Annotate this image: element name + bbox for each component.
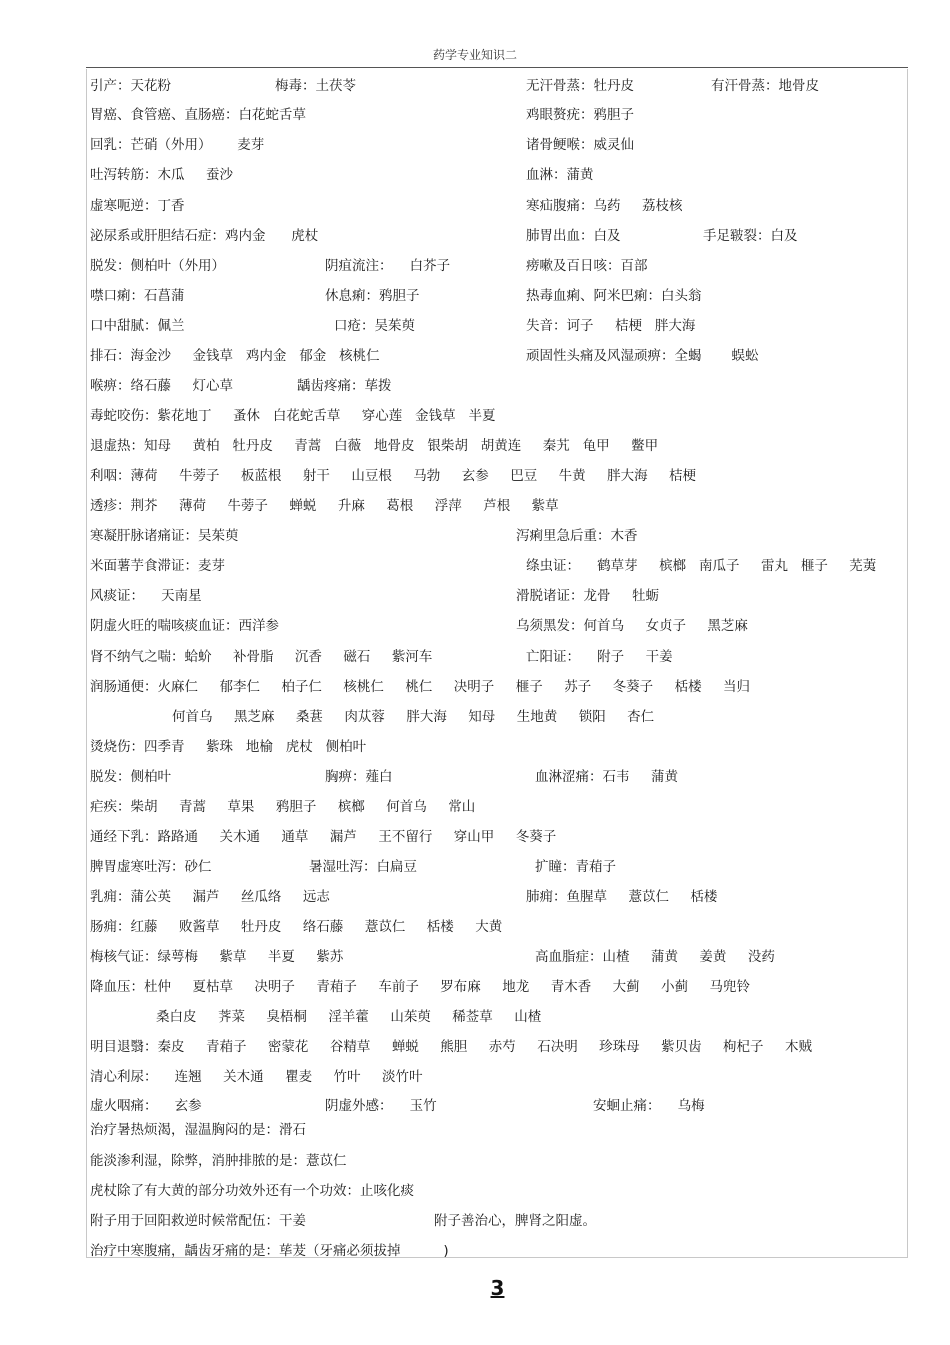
text-line: [0, 1241, 950, 1261]
text-segment: 附子善治心，脾肾之阳虚。: [434, 1213, 596, 1229]
text-segment: 肺痈：鱼腥草 薏苡仁 栝楼: [526, 889, 718, 905]
text-segment: 阴疽流注： 白芥子: [325, 258, 451, 274]
text-line: [0, 1037, 950, 1057]
text-line: [0, 1007, 950, 1027]
text-segment: 休息痢：鸦胆子: [325, 288, 420, 304]
text-line: [0, 105, 950, 125]
page-header: 药学专业知识二: [432, 48, 517, 62]
text-segment: 降血压：杜仲 夏枯草 决明子 青葙子 车前子 罗布麻 地龙 青木香 大蓟 小蓟 马兜铃: [90, 979, 751, 995]
text-line: [0, 767, 950, 787]
text-segment: 米面薯芋食滞证：麦芽: [90, 558, 225, 574]
text-segment: 治疗暑热烦渴，湿温胸闷的是：滑石: [90, 1122, 306, 1138]
text-segment: 安蛔止痛： 乌梅: [593, 1098, 705, 1114]
text-line: [0, 1096, 950, 1116]
text-segment: 退虚热：知母 黄柏 牡丹皮 青蒿 白薇 地骨皮 银柴胡 胡黄连 秦艽 龟甲 鳖甲: [90, 438, 659, 454]
text-segment: 噤口痢：石菖蒲: [90, 288, 185, 304]
text-line: [0, 256, 950, 276]
text-segment: 口中甜腻：佩兰: [90, 318, 185, 334]
text-segment: 喉痹：络石藤 灯心草: [90, 378, 233, 394]
text-line: [0, 526, 950, 546]
text-segment: 失音：诃子 桔梗 胖大海: [526, 318, 696, 334]
text-line: [0, 707, 950, 727]
text-line: [0, 496, 950, 516]
text-line: [0, 1067, 950, 1087]
text-line: [0, 616, 950, 636]
text-segment: 暑湿吐泻：白扁豆: [309, 859, 417, 875]
text-line: [0, 1120, 950, 1140]
text-line: [0, 1181, 950, 1201]
text-segment: 口疮：吴茱萸: [334, 318, 415, 334]
text-segment: 寒凝肝脉诸痛证：吴茱萸: [90, 528, 239, 544]
text-segment: 脱发：侧柏叶: [90, 769, 171, 785]
text-line: [0, 165, 950, 185]
text-line: [0, 135, 950, 155]
text-line: [0, 797, 950, 817]
text-segment: 扩瞳：青葙子: [535, 859, 616, 875]
text-segment: 附子用于回阳救逆时候常配伍：干姜: [90, 1213, 306, 1229]
text-line: [0, 196, 950, 216]
text-segment: 何首乌 黑芝麻 桑葚 肉苁蓉 胖大海 知母 生地黄 锁阳 杏仁: [172, 709, 655, 725]
text-segment: 回乳：芒硝（外用） 麦芽: [90, 137, 265, 153]
text-line: [0, 76, 950, 96]
text-segment: 有汗骨蒸：地骨皮: [711, 78, 819, 94]
text-segment: 风痰证： 天南星: [90, 588, 202, 604]
text-segment: 通经下乳：路路通 关木通 通草 漏芦 王不留行 穿山甲 冬葵子: [90, 829, 557, 845]
text-line: [0, 917, 950, 937]
text-segment: 疟疾：柴胡 青蒿 草果 鸦胆子 槟榔 何首乌 常山: [90, 799, 476, 815]
text-segment: 虚寒呃逆：丁香: [90, 198, 185, 214]
text-line: [0, 887, 950, 907]
text-segment: 泻痢里急后重：木香: [516, 528, 638, 544]
text-segment: 血淋涩痛：石韦 蒲黄: [535, 769, 678, 785]
text-segment: 肾不纳气之喘：蛤蚧 补骨脂 沉香 磁石 紫河车: [90, 649, 433, 665]
text-line: [0, 346, 950, 366]
text-segment: 治疗中寒腹痛，龋齿牙痛的是：荜茇（牙痛必须拔掉 ): [90, 1243, 449, 1259]
text-segment: 梅核气证：绿萼梅 紫草 半夏 紫苏: [90, 949, 344, 965]
page-number: 3: [490, 1276, 505, 1300]
text-line: [0, 737, 950, 757]
text-segment: 虎杖除了有大黄的部分功效外还有一个功效：止咳化痰: [90, 1183, 414, 1199]
text-line: [0, 286, 950, 306]
text-segment: 泌尿系或肝胆结石症：鸡内金 虎杖: [90, 228, 319, 244]
text-segment: 血淋：蒲黄: [526, 167, 594, 183]
text-line: [0, 827, 950, 847]
text-segment: 滑脱诸证：龙骨 牡蛎: [516, 588, 659, 604]
text-line: [0, 376, 950, 396]
text-segment: 顽固性头痛及风湿顽痹：全蝎 蜈蚣: [526, 348, 759, 364]
text-segment: 润肠通便：火麻仁 郁李仁 柏子仁 核桃仁 桃仁 决明子 榧子 苏子 冬葵子 栝楼 当归: [90, 679, 751, 695]
text-segment: 明目退翳：秦皮 青葙子 密蒙花 谷精草 蝉蜕 熊胆 赤芍 石决明 珍珠母 紫贝齿 枸杞子 木贼: [90, 1039, 813, 1055]
text-segment: 吐泻转筋：木瓜 蚕沙: [90, 167, 233, 183]
text-line: [0, 436, 950, 456]
text-segment: 引产：天花粉: [90, 78, 171, 94]
text-segment: 痨嗽及百日咳：百部: [526, 258, 648, 274]
text-segment: 乳痈：蒲公英 漏芦 丝瓜络 远志: [90, 889, 330, 905]
header-rule: [86, 67, 908, 68]
text-segment: 高血脂症：山楂 蒲黄 姜黄 没药: [535, 949, 775, 965]
text-segment: 肺胃出血：白及: [526, 228, 621, 244]
text-segment: 热毒血痢、阿米巴痢：白头翁: [526, 288, 702, 304]
text-segment: 利咽：薄荷 牛蒡子 板蓝根 射干 山豆根 马勃 玄参 巴豆 牛黄 胖大海 桔梗: [90, 468, 697, 484]
text-segment: 鸡眼赘疣：鸦胆子: [526, 107, 634, 123]
text-segment: 阴虚火旺的喘咳痰血证：西洋参: [90, 618, 279, 634]
text-segment: 乌须黑发：何首乌 女贞子 黑芝麻: [516, 618, 748, 634]
text-line: [0, 647, 950, 667]
text-line: [0, 406, 950, 426]
text-line: [0, 677, 950, 697]
text-segment: 肠痈：红藤 败酱草 牡丹皮 络石藤 薏苡仁 栝楼 大黄: [90, 919, 503, 935]
text-segment: 虚火咽痛： 玄参: [90, 1098, 202, 1114]
text-line: [0, 226, 950, 246]
text-segment: 无汗骨蒸：牡丹皮: [526, 78, 634, 94]
text-segment: 脾胃虚寒吐泻：砂仁: [90, 859, 212, 875]
text-segment: 龋齿疼痛：荜拨: [297, 378, 392, 394]
text-segment: 胃癌、食管癌、直肠癌：白花蛇舌草: [90, 107, 306, 123]
text-segment: 亡阳证： 附子 干姜: [526, 649, 673, 665]
text-line: [0, 586, 950, 606]
text-segment: 手足皲裂：白及: [703, 228, 798, 244]
text-segment: 桑白皮 荠菜 臭梧桐 淫羊藿 山茱萸 稀莶草 山楂: [156, 1009, 542, 1025]
text-segment: 绦虫证： 鹤草芽 槟榔 南瓜子 雷丸 榧子 芜荑: [526, 558, 877, 574]
text-line: [0, 977, 950, 997]
text-line: [0, 466, 950, 486]
text-segment: 烫烧伤：四季青 紫珠 地榆 虎杖 侧柏叶: [90, 739, 367, 755]
text-segment: 透疹：荆芥 薄荷 牛蒡子 蝉蜕 升麻 葛根 浮萍 芦根 紫草: [90, 498, 559, 514]
text-segment: 阴虚外感： 玉竹: [325, 1098, 437, 1114]
text-line: [0, 556, 950, 576]
text-line: [0, 947, 950, 967]
text-segment: 清心利尿： 连翘 关木通 瞿麦 竹叶 淡竹叶: [90, 1069, 423, 1085]
text-line: [0, 1211, 950, 1231]
text-segment: 能淡渗利湿，除弊，消肿排脓的是：薏苡仁: [90, 1153, 347, 1169]
text-segment: 排石：海金沙 金钱草 鸡内金 郁金 核桃仁: [90, 348, 380, 364]
text-line: [0, 316, 950, 336]
text-segment: 寒疝腹痛：乌药 荔枝核: [526, 198, 683, 214]
text-line: [0, 1151, 950, 1171]
text-segment: 毒蛇咬伤：紫花地丁 蚤休 白花蛇舌草 穿心莲 金钱草 半夏: [90, 408, 496, 424]
text-line: [0, 857, 950, 877]
text-segment: 胸痹：薤白: [325, 769, 393, 785]
text-segment: 诸骨鲠喉：威灵仙: [526, 137, 634, 153]
text-segment: 梅毒：土茯苓: [275, 78, 356, 94]
text-segment: 脱发：侧柏叶（外用）: [90, 258, 225, 274]
